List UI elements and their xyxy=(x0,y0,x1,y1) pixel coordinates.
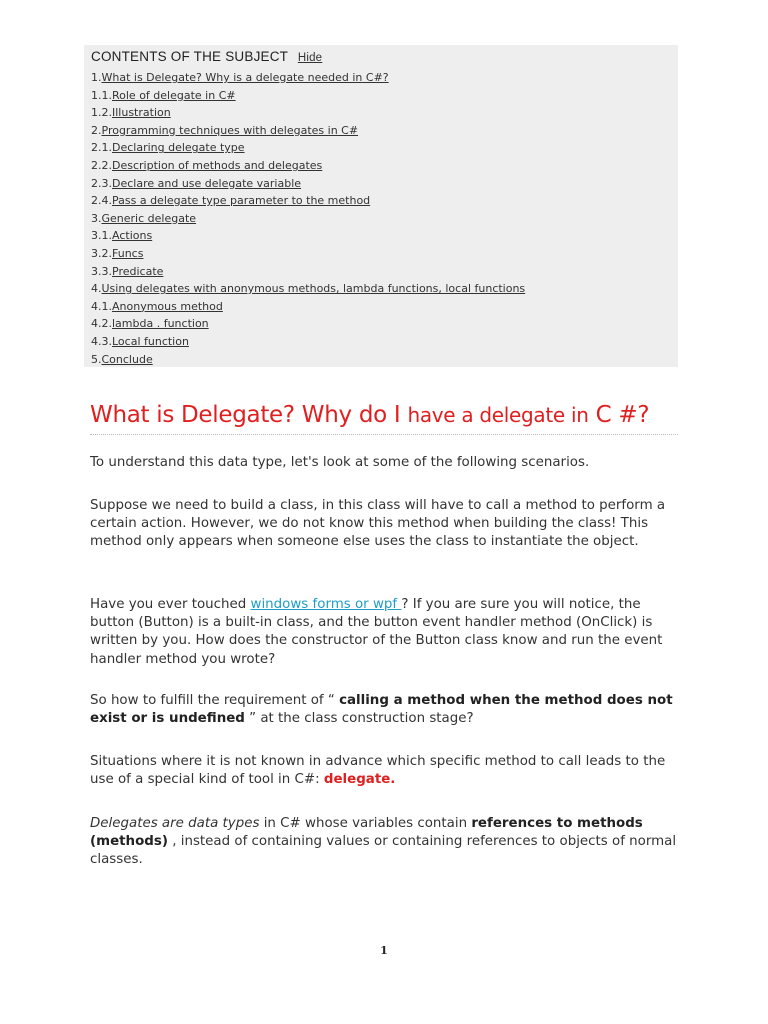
heading-divider xyxy=(90,434,678,435)
toc-item[interactable]: 1.2.Illustration xyxy=(91,106,171,120)
toc-item[interactable]: 3.Generic delegate xyxy=(91,211,197,225)
toc-item[interactable]: 4.3.Local function xyxy=(91,334,189,348)
toc-item[interactable]: 2.2.Description of methods and delegates xyxy=(91,158,323,172)
toc-title: CONTENTS OF THE SUBJECT xyxy=(91,49,288,64)
section-heading: What is Delegate? Why do I have a delegate in C #? xyxy=(90,402,650,428)
paragraph-intro: To understand this data type, let's look at some of the following scenarios. xyxy=(90,455,590,470)
toc-header xyxy=(91,47,678,69)
paragraph-situations: Situations where it is not known in advance which specific method to call leads to the use of a special kind of tool in C#: delegate. xyxy=(90,754,666,788)
toc-item[interactable]: 4.2.lambda . function xyxy=(91,317,209,331)
paragraph-winforms: Have you ever touched windows forms or wpf ? If you are sure you will notice, the button (Button) is a built-in class, and the button event handler method (OnClick) is written by you. How does the constructor of the Button class know and run the event handler method you wrote? xyxy=(90,597,663,667)
windows-forms-link[interactable]: windows forms or wpf xyxy=(250,597,402,612)
toc-item[interactable]: 2.4.Pass a delegate type parameter to the method xyxy=(91,194,371,208)
toc-item[interactable]: 4.1.Anonymous method xyxy=(91,299,223,313)
toc-item[interactable]: 1.What is Delegate? Why is a delegate needed in C#? xyxy=(91,71,389,84)
toc-item[interactable]: 2.3.Declare and use delegate variable xyxy=(91,176,302,190)
toc-item[interactable]: 3.3.Predicate xyxy=(91,264,164,278)
toc-item[interactable]: 2.1.Declaring delegate type xyxy=(91,141,245,155)
toc-item[interactable]: 4.Using delegates with anonymous methods, lambda functions, local functions xyxy=(91,282,526,296)
toc-item[interactable]: 3.2.Funcs xyxy=(91,246,144,260)
table-of-contents xyxy=(84,45,678,367)
paragraph-definition: Delegates are data types in C# whose variables contain references to methods (methods) , instead of containing values or containing references to objects of normal classes. xyxy=(90,816,677,868)
toc-item[interactable]: 3.1.Actions xyxy=(91,229,153,243)
toc-item[interactable]: 5.Conclude xyxy=(91,352,153,366)
toc-item[interactable]: 1.1.Role of delegate in C# xyxy=(91,88,236,102)
toc-list xyxy=(91,69,678,368)
toc-item[interactable]: 2.Programming techniques with delegates in C# xyxy=(91,123,359,137)
page-number: 1 xyxy=(380,944,388,957)
toc-hide-link[interactable]: Hide xyxy=(297,52,323,64)
paragraph-scenario: Suppose we need to build a class, in this class will have to call a method to perform a certain action. However, we do not know this method when building the class! This method only appears when someone else uses the class to instantiate the object. xyxy=(90,498,666,550)
paragraph-requirement: So how to fulfill the requirement of “ calling a method when the method does not exist or is undefined ” at the class construction stage? xyxy=(90,693,673,727)
